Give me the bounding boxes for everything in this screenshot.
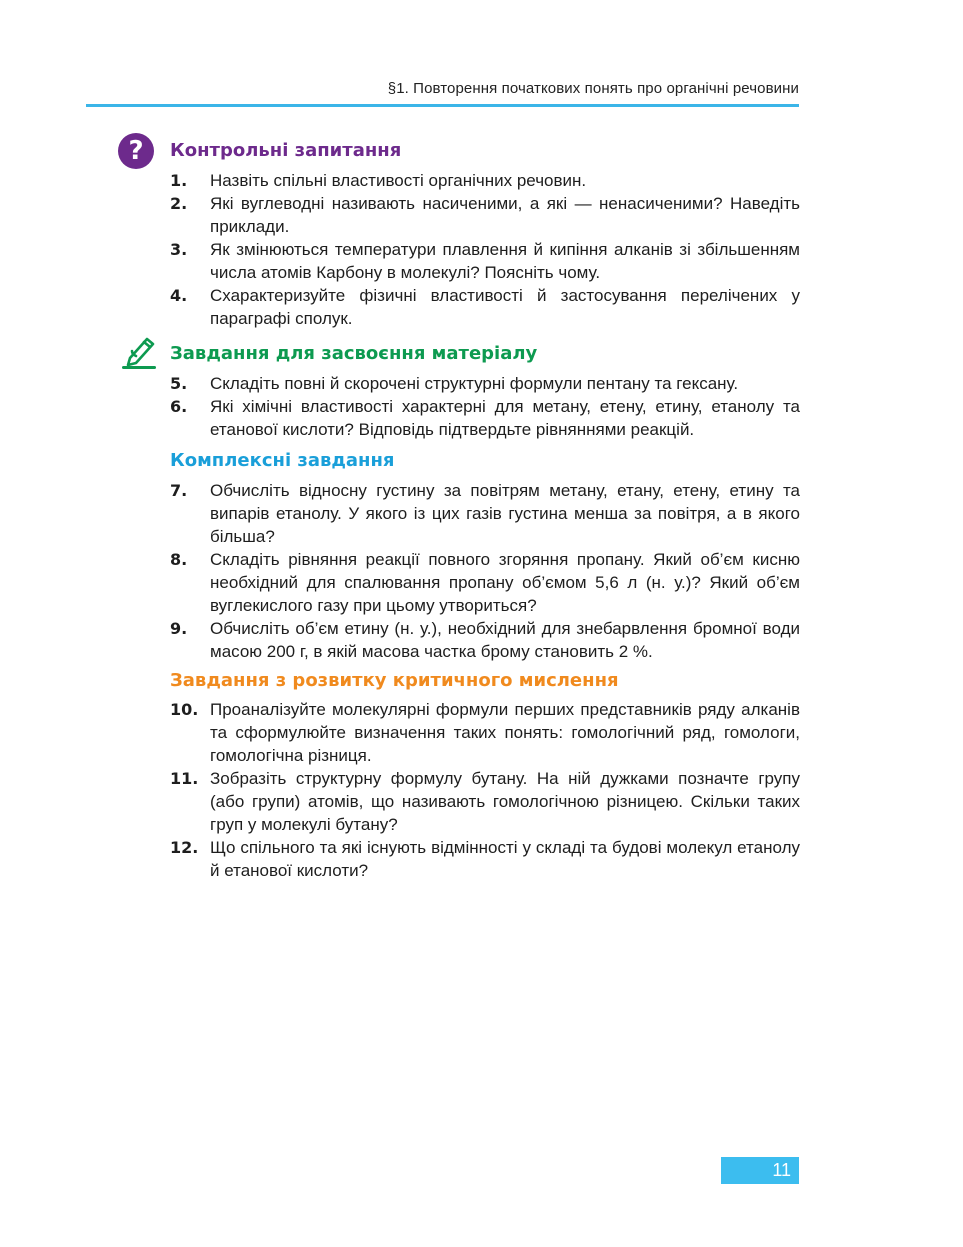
question-text: Що спільного та які існують відмінності у складі та будові молекул етанолу й етанової кислоти? [210, 838, 800, 880]
question-text: Схарактеризуйте фізичні властивості й застосування перелічених у параграфі сполук. [210, 286, 800, 328]
question-item [170, 395, 800, 441]
question-item [170, 617, 800, 663]
section-title-critical-thinking: Завдання з розвитку критичного мислення [170, 670, 619, 691]
question-item [170, 284, 800, 330]
running-head: §1. Повторення початкових понять про органічні речовини [387, 80, 799, 97]
question-text: Обчисліть відносну густину за повітрям метану, етану, етену, етину та випарів етанолу. У якого із цих газів густина менша за повітря, а в якого більша? [210, 481, 800, 546]
page-number: 11 [721, 1157, 799, 1184]
question-icon: ? [118, 133, 154, 169]
question-list-control [170, 169, 800, 330]
question-text: Обчисліть об’єм етину (н. у.), необхідний для знебарвлення бромної води масою 200 г, в якій масова частка брому становить 2 %. [210, 619, 800, 661]
question-item [170, 372, 800, 395]
question-number: 9. [170, 619, 188, 638]
question-number: 1. [170, 171, 188, 190]
question-list-reinforcement [170, 372, 800, 441]
section-title-complex: Комплексні завдання [170, 450, 395, 471]
question-item [170, 169, 800, 192]
question-number: 7. [170, 481, 188, 500]
question-list-critical [170, 698, 800, 882]
question-text: Які вуглеводні називають насиченими, а які — ненасиченими? Наведіть приклади. [210, 194, 800, 236]
question-item [170, 767, 800, 836]
question-item [170, 698, 800, 767]
question-item [170, 836, 800, 882]
question-number: 2. [170, 194, 188, 213]
question-text: Складіть рівняння реакції повного згоряння пропану. Який об’єм кисню необхідний для спалювання пропану об’ємом 5,6 л (н. у.)? Який об’єм вуглекислого газу при цьому утвориться? [210, 550, 800, 615]
question-number: 6. [170, 397, 188, 416]
question-item [170, 479, 800, 548]
question-number: 8. [170, 550, 188, 569]
question-text: Які хімічні властивості характерні для метану, етену, етину, етанолу та етанової кислоти? Відповідь підтвердьте рівняннями реакцій. [210, 397, 800, 439]
question-text: Зобразіть структурну формулу бутану. На ній дужками позначте групу (або групи) атомів, що називають гомологічною різницею. Скільки таких груп у молекулі бутану? [210, 769, 800, 834]
question-item [170, 548, 800, 617]
pencil-icon [120, 334, 160, 372]
question-text: Проаналізуйте молекулярні формули перших представників ряду алканів та сформулюйте визначення таких понять: гомологічний ряд, гомологи, гомологічна різниця. [210, 700, 800, 765]
question-text: Як змінюються температури плавлення й кипіння алканів зі збільшенням числа атомів Карбону в молекулі? Поясніть чому. [210, 240, 800, 282]
question-item [170, 238, 800, 284]
section-title-reinforcement: Завдання для засвоєння матеріалу [170, 343, 538, 364]
question-text: Складіть повні й скорочені структурні формули пентану та гексану. [210, 374, 739, 393]
question-item [170, 192, 800, 238]
header-rule [86, 104, 799, 107]
question-text: Назвіть спільні властивості органічних речовин. [210, 171, 587, 190]
question-number: 11. [170, 769, 199, 788]
question-number: 10. [170, 700, 199, 719]
question-number: 4. [170, 286, 188, 305]
question-number: 5. [170, 374, 188, 393]
question-list-complex [170, 479, 800, 663]
question-number: 3. [170, 240, 188, 259]
section-title-control-questions: Контрольні запитання [170, 140, 402, 161]
question-number: 12. [170, 838, 199, 857]
